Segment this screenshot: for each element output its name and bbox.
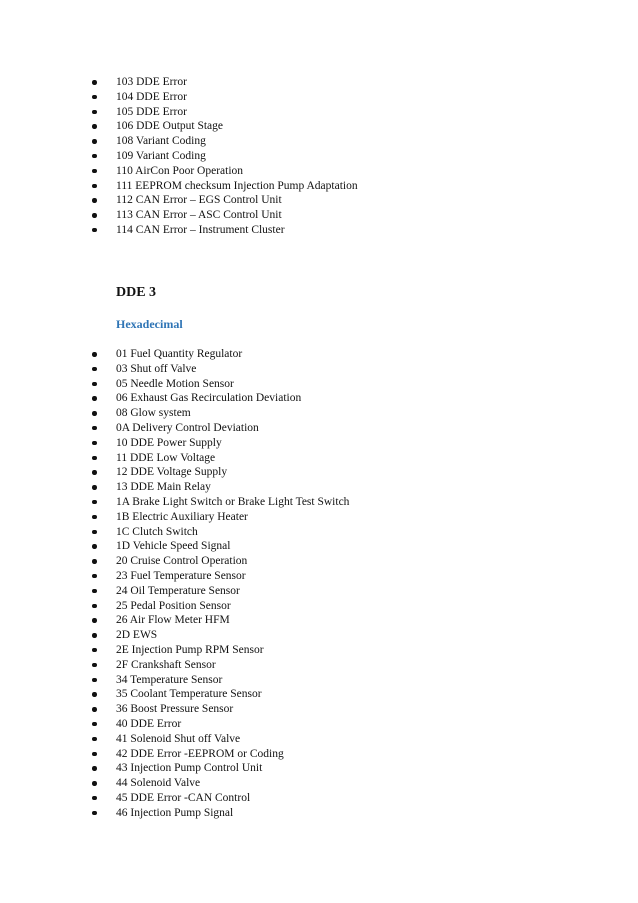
list-item <box>92 510 349 525</box>
bullet-icon <box>92 648 97 653</box>
list-item <box>92 193 358 208</box>
bullet-icon <box>92 441 97 446</box>
list-item <box>92 223 358 238</box>
list-item-text: 41 Solenoid Shut off Valve <box>116 732 241 745</box>
list-item <box>92 480 349 495</box>
list-item <box>92 347 349 362</box>
list-item-text: 03 Shut off Valve <box>116 362 197 375</box>
bullet-icon <box>92 781 97 786</box>
list-item <box>92 179 358 194</box>
list-item <box>92 119 358 134</box>
list-item <box>92 451 349 466</box>
list-item-text: 36 Boost Pressure Sensor <box>116 703 234 716</box>
list-item <box>92 134 358 149</box>
bullet-icon <box>92 456 97 461</box>
list-item-text: 1D Vehicle Speed Signal <box>116 540 231 553</box>
list-item <box>92 149 358 164</box>
list-item-text: 06 Exhaust Gas Recirculation Deviation <box>116 392 302 405</box>
list-item <box>92 584 349 599</box>
list-item <box>92 406 349 421</box>
list-item-text: 45 DDE Error -CAN Control <box>116 791 251 804</box>
section-heading: DDE 3 <box>116 285 157 300</box>
sub-heading: Hexadecimal <box>116 317 183 331</box>
list-item <box>92 164 358 179</box>
list-item <box>92 613 349 628</box>
list-item-text: 08 Glow system <box>116 407 191 420</box>
bullet-icon <box>92 722 97 727</box>
bullet-icon <box>92 589 97 594</box>
list-item-text: 05 Needle Motion Sensor <box>116 377 234 390</box>
bullet-icon <box>92 80 97 85</box>
list-item-text: 34 Temperature Sensor <box>116 673 223 686</box>
bullet-icon <box>92 352 97 357</box>
list-item-text: 1C Clutch Switch <box>116 525 198 538</box>
list-item <box>92 421 349 436</box>
bullet-icon <box>92 500 97 505</box>
list-item-text: 105 DDE Error <box>116 105 187 118</box>
list-item <box>92 702 349 717</box>
bullet-icon <box>92 544 97 549</box>
bullet-icon <box>92 618 97 623</box>
list-item <box>92 806 349 821</box>
list-item-text: 35 Coolant Temperature Sensor <box>116 688 262 701</box>
bullet-icon <box>92 604 97 609</box>
list-item <box>92 628 349 643</box>
list-item-text: 40 DDE Error <box>116 717 182 730</box>
list-item <box>92 747 349 762</box>
list-item-text: 2D EWS <box>116 629 158 642</box>
bullet-icon <box>92 426 97 431</box>
list-item-text: 43 Injection Pump Control Unit <box>116 762 263 775</box>
bullet-icon <box>92 530 97 535</box>
list-item-text: 2F Crankshaft Sensor <box>116 658 216 671</box>
list-item <box>92 658 349 673</box>
list-item <box>92 525 349 540</box>
list-item-text: 104 DDE Error <box>116 90 187 103</box>
list-item <box>92 362 349 377</box>
list-item-text: 46 Injection Pump Signal <box>116 806 234 819</box>
list-item-text: 113 CAN Error – ASC Control Unit <box>116 209 282 222</box>
list-item-text: 2E Injection Pump RPM Sensor <box>116 643 264 656</box>
list-item-text: 42 DDE Error -EEPROM or Coding <box>116 747 284 760</box>
bullet-icon <box>92 169 97 174</box>
list-item-text: 01 Fuel Quantity Regulator <box>116 348 243 360</box>
list-item <box>92 105 358 120</box>
bullet-icon <box>92 485 97 490</box>
list-item-text: 1B Electric Auxiliary Heater <box>116 510 248 523</box>
bullet-icon <box>92 228 97 233</box>
bullet-icon <box>92 707 97 712</box>
bullet-icon <box>92 470 97 475</box>
bullet-icon <box>92 692 97 697</box>
bullet-icon <box>92 678 97 683</box>
list-item-text: 23 Fuel Temperature Sensor <box>116 569 246 582</box>
bullet-icon <box>92 367 97 372</box>
bullet-icon <box>92 198 97 203</box>
list-item-text: 103 DDE Error <box>116 76 187 88</box>
error-code-list-hex <box>92 347 349 821</box>
list-item-text: 10 DDE Power Supply <box>116 436 222 449</box>
bullet-icon <box>92 411 97 416</box>
list-item-text: 12 DDE Voltage Supply <box>116 466 228 479</box>
list-item-text: 13 DDE Main Relay <box>116 481 211 494</box>
list-item-text: 0A Delivery Control Deviation <box>116 421 259 434</box>
bullet-icon <box>92 796 97 801</box>
list-item-text: 110 AirCon Poor Operation <box>116 164 244 177</box>
list-item <box>92 687 349 702</box>
list-item <box>92 90 358 105</box>
bullet-icon <box>92 766 97 771</box>
list-item-text: 106 DDE Output Stage <box>116 120 224 133</box>
bullet-icon <box>92 124 97 129</box>
bullet-icon <box>92 559 97 564</box>
list-item-text: 25 Pedal Position Sensor <box>116 599 231 612</box>
list-item <box>92 776 349 791</box>
list-item-text: 11 DDE Low Voltage <box>116 451 216 464</box>
list-item <box>92 569 349 584</box>
bullet-icon <box>92 574 97 579</box>
list-item <box>92 791 349 806</box>
list-item-text: 111 EEPROM checksum Injection Pump Adaptation <box>116 179 358 192</box>
list-item <box>92 391 349 406</box>
bullet-icon <box>92 633 97 638</box>
bullet-icon <box>92 213 97 218</box>
bullet-icon <box>92 752 97 757</box>
list-item-text: 20 Cruise Control Operation <box>116 555 248 568</box>
list-item-text: 114 CAN Error – Instrument Cluster <box>116 223 285 236</box>
bullet-icon <box>92 515 97 520</box>
list-item <box>92 539 349 554</box>
list-item-text: 1A Brake Light Switch or Brake Light Test Switch <box>116 495 350 508</box>
bullet-icon <box>92 154 97 159</box>
bullet-icon <box>92 95 97 100</box>
list-item <box>92 436 349 451</box>
list-item <box>92 465 349 480</box>
list-item <box>92 208 358 223</box>
bullet-icon <box>92 737 97 742</box>
list-item-text: 112 CAN Error – EGS Control Unit <box>116 194 282 207</box>
list-item <box>92 554 349 569</box>
list-item-text: 109 Variant Coding <box>116 149 206 162</box>
bullet-icon <box>92 184 97 189</box>
list-item <box>92 761 349 776</box>
bullet-icon <box>92 110 97 115</box>
list-item-text: 44 Solenoid Valve <box>116 777 201 790</box>
list-item <box>92 495 349 510</box>
bullet-icon <box>92 396 97 401</box>
list-item <box>92 732 349 747</box>
bullet-icon <box>92 663 97 668</box>
error-code-list-top <box>92 75 358 238</box>
bullet-icon <box>92 382 97 387</box>
list-item-text: 26 Air Flow Meter HFM <box>116 614 230 627</box>
list-item <box>92 673 349 688</box>
bullet-icon <box>92 811 97 816</box>
list-item <box>92 717 349 732</box>
bullet-icon <box>92 139 97 144</box>
list-item <box>92 643 349 658</box>
list-item <box>92 377 349 392</box>
list-item <box>92 75 358 90</box>
list-item-text: 108 Variant Coding <box>116 135 206 148</box>
list-item-text: 24 Oil Temperature Sensor <box>116 584 240 597</box>
list-item <box>92 599 349 614</box>
